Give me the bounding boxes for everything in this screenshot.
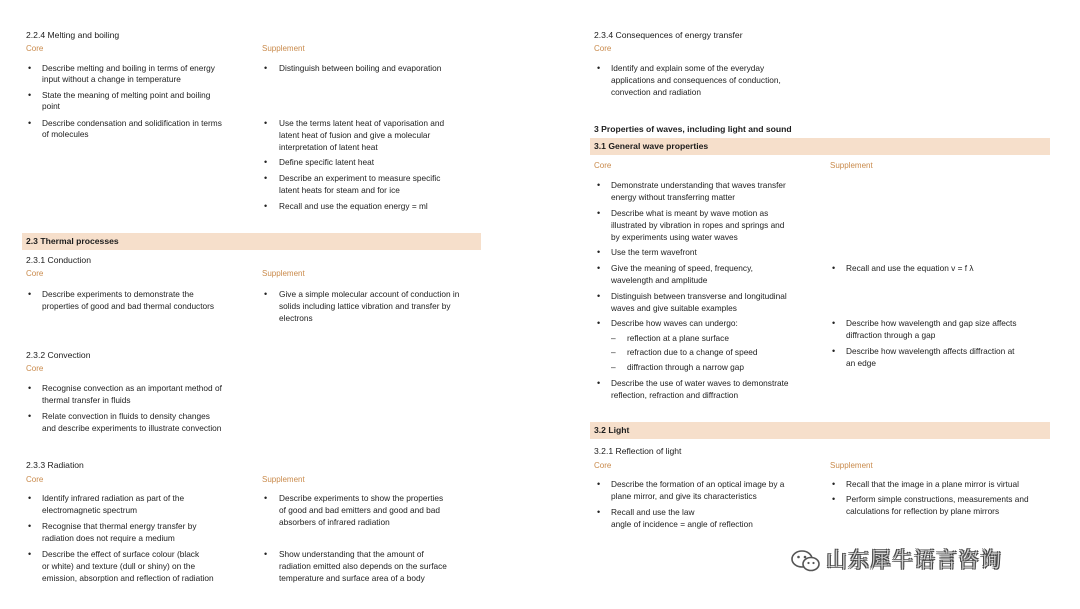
core-label: Core <box>26 364 44 373</box>
bullet: • <box>264 173 268 183</box>
supp-item-cont: latent heats for steam and for ice <box>279 185 400 195</box>
core-item-cont: plane mirror, and give its characteristics <box>611 491 757 501</box>
bullet: • <box>832 346 836 356</box>
core-label: Core <box>594 44 612 53</box>
core-item-cont: electromagnetic spectrum <box>42 505 137 515</box>
bullet: • <box>264 157 268 167</box>
heading-2-3-1: 2.3.1 Conduction <box>26 255 91 265</box>
bullet: • <box>28 383 32 393</box>
bullet: • <box>597 263 601 273</box>
supp-item-cont: solids including lattice vibration and transfer by <box>279 301 451 311</box>
bullet: • <box>264 63 268 73</box>
core-item-cont: energy without transferring matter <box>611 192 736 202</box>
core-item: Recall and use the law <box>611 507 695 517</box>
bullet: • <box>832 494 836 504</box>
supp-item: Describe how wavelength and gap size affects <box>846 318 1017 328</box>
bullet: • <box>264 289 268 299</box>
core-label: Core <box>26 269 44 278</box>
core-item-cont: properties of good and bad thermal conductors <box>42 301 215 311</box>
core-item-cont: illustrated by vibration in ropes and springs and <box>611 220 785 230</box>
bullet: • <box>832 263 836 273</box>
core-item-cont: applications and consequences of conduction, <box>611 75 781 85</box>
core-label: Core <box>26 475 44 484</box>
supp-item: Show understanding that the amount of <box>279 549 424 559</box>
core-item: Describe condensation and solidification in terms <box>42 118 222 128</box>
bullet: • <box>264 493 268 503</box>
dash: – <box>611 347 616 357</box>
supp-item-cont: temperature and surface area of a body <box>279 573 425 583</box>
watermark <box>790 546 1046 576</box>
supp-item-cont: electrons <box>279 313 313 323</box>
bullet: • <box>264 201 268 211</box>
supp-item: Recall and use the equation energy = ml <box>279 201 428 211</box>
heading-2-3-4: 2.3.4 Consequences of energy transfer <box>594 30 743 40</box>
core-item: Describe melting and boiling in terms of energy <box>42 63 215 73</box>
bullet: • <box>597 318 601 328</box>
supp-item-cont: an edge <box>846 358 876 368</box>
core-item-cont: or white) and texture (dull or shiny) on the <box>42 561 196 571</box>
core-item: Describe how waves can undergo: <box>611 318 738 328</box>
core-label: Core <box>594 461 612 470</box>
supplement-label: Supplement <box>830 461 873 470</box>
heading-2-3-2: 2.3.2 Convection <box>26 350 91 360</box>
bullet: • <box>28 289 32 299</box>
core-item: Identify infrared radiation as part of the <box>42 493 185 503</box>
core-item-cont: of molecules <box>42 129 89 139</box>
dash: – <box>611 362 616 372</box>
core-item-cont: and describe experiments to illustrate convection <box>42 423 222 433</box>
core-label: Core <box>26 44 44 53</box>
heading-3-1: 3.1 General wave properties <box>594 141 709 151</box>
core-item-cont: emission, absorption and reflection of radiation <box>42 573 214 583</box>
core-item-cont: angle of incidence = angle of reflection <box>611 519 753 529</box>
supp-item: Describe how wavelength affects diffraction at <box>846 346 1015 356</box>
bullet: • <box>28 90 32 100</box>
core-item-cont: wavelength and amplitude <box>611 275 708 285</box>
heading-2-3: 2.3 Thermal processes <box>26 236 119 246</box>
core-item-cont: by experiments using water waves <box>611 232 738 242</box>
bullet: • <box>597 479 601 489</box>
supp-item-cont: calculations for reflection by plane mirrors <box>846 506 1000 516</box>
heading-3-2: 3.2 Light <box>594 425 630 435</box>
bullet: • <box>597 208 601 218</box>
core-item-cont: reflection, refraction and diffraction <box>611 390 739 400</box>
core-item-cont: input without a change in temperature <box>42 74 181 84</box>
watermark-text: 山东犀牛语言咨询 <box>826 549 1002 572</box>
bullet: • <box>597 378 601 388</box>
supp-item: Recall that the image in a plane mirror is virtual <box>846 479 1019 489</box>
core-item-cont: convection and radiation <box>611 87 701 97</box>
core-item-cont: thermal transfer in fluids <box>42 395 131 405</box>
section-band-3-2 <box>590 422 1050 439</box>
supp-item: Distinguish between boiling and evaporation <box>279 63 442 73</box>
heading-2-2-4: 2.2.4 Melting and boiling <box>26 30 120 40</box>
sub-item: reflection at a plane surface <box>627 333 729 343</box>
supp-item: Use the terms latent heat of vaporisation and <box>279 118 445 128</box>
heading-3-2-1: 3.2.1 Reflection of light <box>594 446 682 456</box>
supp-item: Describe experiments to show the properties <box>279 493 444 503</box>
core-item: Relate convection in fluids to density changes <box>42 411 210 421</box>
dash: – <box>611 333 616 343</box>
core-item: Describe what is meant by wave motion as <box>611 208 769 218</box>
bullet: • <box>28 493 32 503</box>
sub-item: diffraction through a narrow gap <box>627 362 744 372</box>
bullet: • <box>28 549 32 559</box>
bullet: • <box>28 63 32 73</box>
bullet: • <box>597 247 601 257</box>
supp-item: Give a simple molecular account of conduction in <box>279 289 460 299</box>
supp-item-cont: of good and bad emitters and good and bad <box>279 505 440 515</box>
core-item: Demonstrate understanding that waves transfer <box>611 180 786 190</box>
bullet: • <box>597 507 601 517</box>
supp-item-cont: radiation emitted also depends on the surface <box>279 561 447 571</box>
core-item: Give the meaning of speed, frequency, <box>611 263 753 273</box>
core-item: Describe experiments to demonstrate the <box>42 289 194 299</box>
supplement-label: Supplement <box>262 475 305 484</box>
bullet: • <box>597 63 601 73</box>
core-item: Describe the effect of surface colour (black <box>42 549 200 559</box>
supp-item: Recall and use the equation v = f λ <box>846 263 974 273</box>
heading-2-3-3: 2.3.3 Radiation <box>26 460 84 470</box>
supp-item-cont: absorbers of infrared radiation <box>279 517 390 527</box>
bullet: • <box>597 291 601 301</box>
supp-item: Define specific latent heat <box>279 157 375 167</box>
supp-item-cont: interpretation of latent heat <box>279 142 378 152</box>
core-item: Recognise convection as an important method of <box>42 383 222 393</box>
supplement-label: Supplement <box>830 161 873 170</box>
core-item: Use the term wavefront <box>611 247 697 257</box>
core-item-cont: waves and give suitable examples <box>611 303 737 313</box>
core-item: Describe the use of water waves to demonstrate <box>611 378 789 388</box>
supp-item: Perform simple constructions, measurements and <box>846 494 1029 504</box>
bullet: • <box>832 318 836 328</box>
bullet: • <box>832 479 836 489</box>
core-item: Distinguish between transverse and longitudinal <box>611 291 787 301</box>
bullet: • <box>264 118 268 128</box>
bullet: • <box>264 549 268 559</box>
core-item: Recognise that thermal energy transfer by <box>42 521 197 531</box>
core-item: Identify and explain some of the everyday <box>611 63 765 73</box>
bullet: • <box>28 411 32 421</box>
bullet: • <box>28 118 32 128</box>
core-item-cont: point <box>42 101 60 111</box>
core-item: Describe the formation of an optical image by a <box>611 479 785 489</box>
core-label: Core <box>594 161 612 170</box>
supplement-label: Supplement <box>262 44 305 53</box>
sub-item: refraction due to a change of speed <box>627 347 758 357</box>
supp-item: Describe an experiment to measure specific <box>279 173 441 183</box>
supp-item-cont: latent heat of fusion and give a molecular <box>279 130 431 140</box>
supplement-label: Supplement <box>262 269 305 278</box>
wechat-icon <box>790 548 822 574</box>
core-item-cont: radiation does not require a medium <box>42 533 175 543</box>
bullet: • <box>28 521 32 531</box>
heading-3: 3 Properties of waves, including light and sound <box>594 124 792 134</box>
core-item: State the meaning of melting point and boiling <box>42 90 211 100</box>
bullet: • <box>597 180 601 190</box>
supp-item-cont: diffraction through a gap <box>846 330 936 340</box>
